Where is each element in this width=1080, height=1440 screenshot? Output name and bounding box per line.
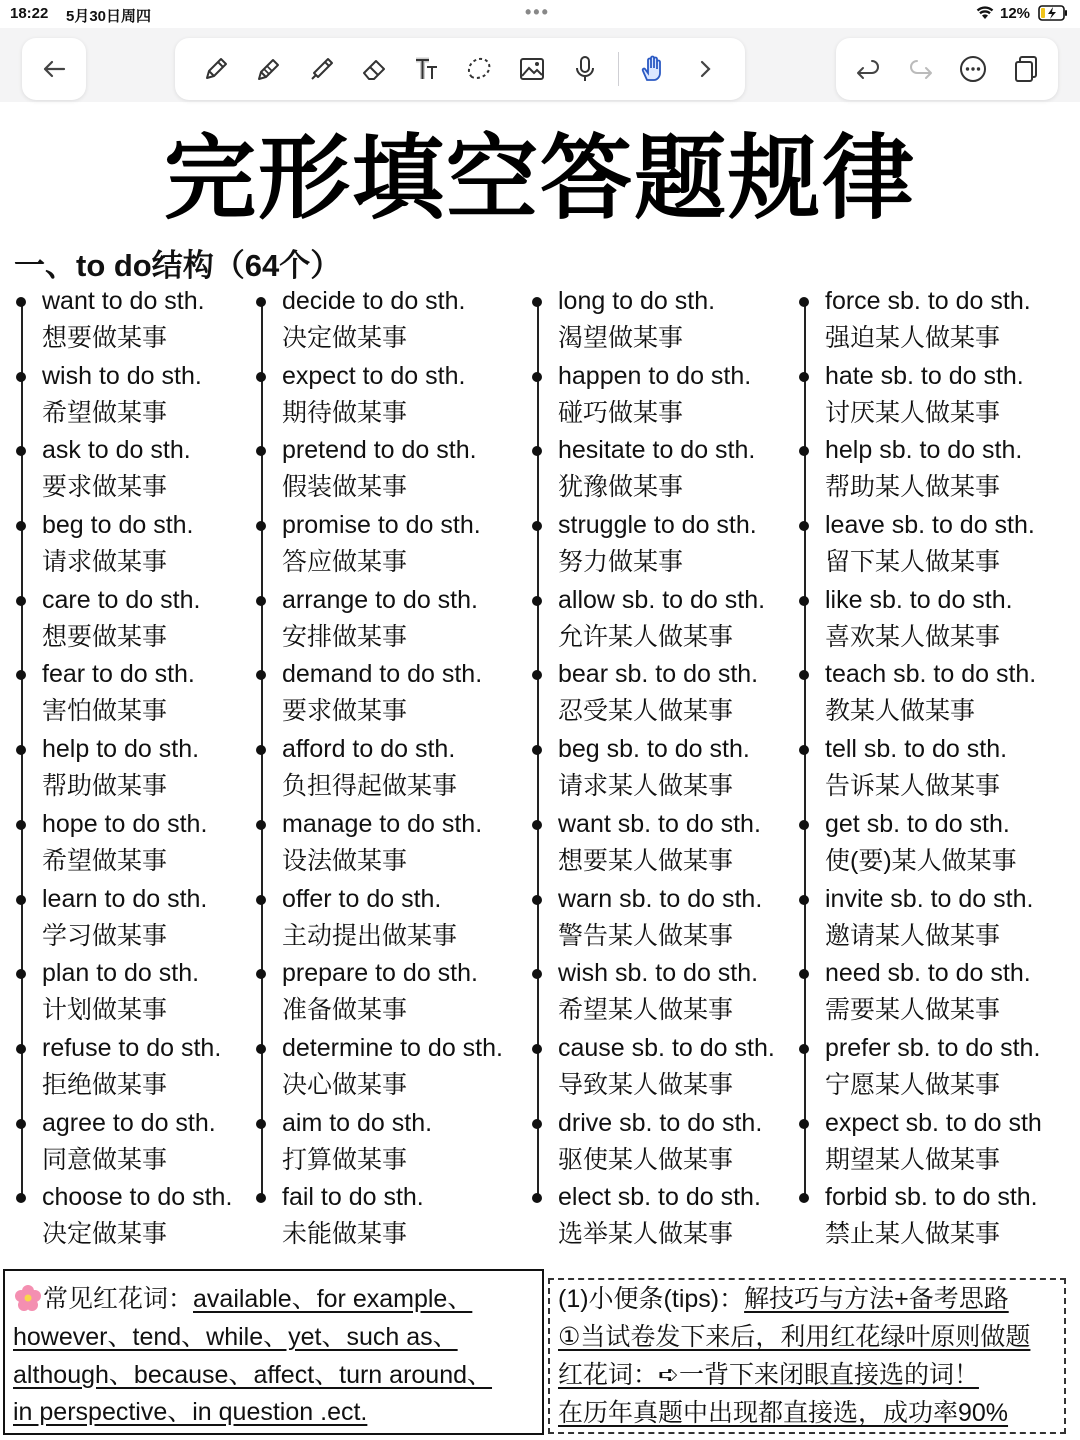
phrase-english: pretend to do sth. xyxy=(282,436,477,465)
phrase-chinese: 决定做某事 xyxy=(282,324,408,352)
phrase-english: allow sb. to do sth. xyxy=(558,585,766,614)
bullet-icon xyxy=(532,745,542,755)
phrase-chinese: 教某人做某事 xyxy=(825,697,976,726)
battery-icon xyxy=(1038,5,1068,21)
phrase-english: help to do sth. xyxy=(42,735,200,764)
phrase-english: decide to do sth. xyxy=(282,287,466,315)
phrase-english: expect sb. to do sth xyxy=(825,1108,1042,1137)
note-left-words-1: available、for example、 xyxy=(193,1285,473,1313)
phrase-english: plan to do sth. xyxy=(42,959,200,988)
bullet-icon xyxy=(16,446,26,456)
bullet-icon xyxy=(16,1193,26,1203)
phrase-english: want sb. to do sth. xyxy=(558,809,761,838)
phrase-chinese: 要求做某事 xyxy=(282,697,408,726)
microphone-icon[interactable] xyxy=(565,49,605,89)
tips-prefix: (1)小便条(tips)： xyxy=(558,1285,745,1313)
phrase-chinese: 请求做某事 xyxy=(42,548,168,577)
note-left-label: 常见红花词： xyxy=(43,1285,194,1313)
phrase-english: wish sb. to do sth. xyxy=(558,959,759,988)
chevron-right-icon[interactable] xyxy=(685,49,725,89)
bullet-icon xyxy=(799,895,809,905)
phrase-english: long to do sth. xyxy=(558,287,716,315)
bullet-icon xyxy=(532,446,542,456)
note-left-words-3: although、because、affect、turn around、 xyxy=(13,1361,493,1389)
bullet-icon xyxy=(256,372,266,382)
more-icon[interactable] xyxy=(953,49,993,89)
status-date: 5月30日周四 xyxy=(66,8,152,25)
drawing-tools xyxy=(175,38,745,100)
phrase-chinese: 期待做某事 xyxy=(282,398,408,427)
phrase-english: bear sb. to do sth. xyxy=(558,660,759,689)
phrase-english: drive sb. to do sth. xyxy=(558,1108,763,1137)
phrase-chinese: 帮助某人做某事 xyxy=(825,473,1001,502)
bullet-icon xyxy=(256,895,266,905)
bullet-icon xyxy=(799,745,809,755)
phrase-english: prefer sb. to do sth. xyxy=(825,1033,1041,1062)
phrase-chinese: 帮助做某事 xyxy=(42,772,168,801)
phrase-english: want to do sth. xyxy=(42,287,205,315)
status-time: 18:22 xyxy=(10,5,49,22)
bullet-icon xyxy=(16,1044,26,1054)
phrase-english: arrange to do sth. xyxy=(282,585,478,614)
phrase-english: elect sb. to do sth. xyxy=(558,1183,761,1212)
phrase-chinese: 禁止某人做某事 xyxy=(825,1220,1001,1249)
bullet-icon xyxy=(16,745,26,755)
tips-line-1 xyxy=(558,1284,1009,1314)
phrase-chinese: 导致某人做某事 xyxy=(558,1070,734,1099)
pencil-icon[interactable] xyxy=(248,49,288,89)
phrase-english: hope to do sth. xyxy=(42,809,208,838)
phrase-chinese: 忍受某人做某事 xyxy=(558,697,734,726)
document-actions xyxy=(836,38,1058,100)
bullet-icon xyxy=(532,596,542,606)
battery-percent: 12% xyxy=(1000,5,1031,22)
phrase-english: fail to do sth. xyxy=(282,1183,424,1212)
tips-heading: 解技巧与方法+备考思路 xyxy=(744,1285,1009,1313)
phrase-english: force sb. to do sth. xyxy=(825,287,1031,315)
phrase-english: promise to do sth. xyxy=(282,511,481,540)
phrase-chinese: 同意做某事 xyxy=(42,1145,168,1174)
phrase-chinese: 要求做某事 xyxy=(42,473,168,502)
phrase-english: tell sb. to do sth. xyxy=(825,735,1008,764)
bullet-icon xyxy=(532,297,542,307)
bullet-icon xyxy=(799,820,809,830)
phrase-english: learn to do sth. xyxy=(42,884,208,913)
bullet-icon xyxy=(799,372,809,382)
bullet-icon xyxy=(16,372,26,382)
tips-line-4: 在历年真题中出现都直接选，成功率90% xyxy=(558,1399,1009,1427)
eraser-icon[interactable] xyxy=(354,49,394,89)
phrase-english: leave sb. to do sth. xyxy=(825,511,1035,540)
phrase-english: cause sb. to do sth. xyxy=(558,1033,775,1062)
phrase-english: help sb. to do sth. xyxy=(825,436,1023,465)
wifi-icon xyxy=(974,3,996,25)
bullet-icon xyxy=(532,372,542,382)
flower-icon xyxy=(13,1283,43,1313)
bullet-icon xyxy=(256,596,266,606)
phrase-english: struggle to do sth. xyxy=(558,511,757,540)
phrase-chinese: 害怕做某事 xyxy=(42,697,168,726)
bullet-icon xyxy=(16,969,26,979)
bullet-icon xyxy=(532,820,542,830)
multitask-dots-icon[interactable]: ••• xyxy=(525,2,550,22)
bullet-icon xyxy=(799,596,809,606)
tips-note xyxy=(548,1278,1066,1434)
phrase-chinese: 期望某人做某事 xyxy=(825,1145,1001,1174)
phrase-english: choose to do sth. xyxy=(42,1183,233,1212)
phrase-chinese: 使(要)某人做某事 xyxy=(825,846,1017,875)
phrase-chinese: 答应做某事 xyxy=(282,548,408,577)
phrase-chinese: 选举某人做某事 xyxy=(558,1220,734,1249)
phrase-english: warn sb. to do sth. xyxy=(558,884,763,913)
phrase-chinese: 宁愿某人做某事 xyxy=(825,1070,1001,1099)
phrase-english: determine to do sth. xyxy=(282,1033,503,1062)
phrase-english: wish to do sth. xyxy=(42,361,202,390)
phrase-chinese: 希望某人做某事 xyxy=(558,996,734,1025)
phrase-chinese: 讨厌某人做某事 xyxy=(825,398,1001,427)
pen-icon[interactable] xyxy=(195,49,235,89)
phrase-english: like sb. to do sth. xyxy=(825,585,1013,614)
tips-line-2: ①当试卷发下来后，利用红花绿叶原则做题 xyxy=(558,1323,1031,1351)
bullet-icon xyxy=(799,1119,809,1129)
phrase-chinese: 决定做某事 xyxy=(42,1220,168,1249)
phrase-chinese: 努力做某事 xyxy=(558,548,684,577)
phrase-english: fear to do sth. xyxy=(42,660,195,689)
phrase-english: demand to do sth. xyxy=(282,660,483,689)
bullet-icon xyxy=(532,1193,542,1203)
bullet-icon xyxy=(256,969,266,979)
bullet-icon xyxy=(256,1044,266,1054)
phrase-chinese: 决心做某事 xyxy=(282,1070,408,1099)
phrase-english: aim to do sth. xyxy=(282,1108,433,1137)
phrase-chinese: 负担得起做某事 xyxy=(282,772,458,801)
phrase-english: expect to do sth. xyxy=(282,361,466,390)
note-left-line-1 xyxy=(13,1283,472,1314)
phrase-chinese: 假装做某事 xyxy=(282,473,408,502)
phrase-chinese: 主动提出做某事 xyxy=(282,921,458,950)
bullet-icon xyxy=(532,521,542,531)
bullet-icon xyxy=(256,1193,266,1203)
bullet-icon xyxy=(16,895,26,905)
phrase-chinese: 想要做某事 xyxy=(42,324,168,352)
bullet-icon xyxy=(256,745,266,755)
bullet-icon xyxy=(256,1119,266,1129)
back-button[interactable] xyxy=(22,38,86,100)
bullet-icon xyxy=(532,1044,542,1054)
bullet-icon xyxy=(532,670,542,680)
phrase-english: get sb. to do sth. xyxy=(825,809,1010,838)
phrase-chinese: 请求某人做某事 xyxy=(558,772,734,801)
phrase-english: hate sb. to do sth. xyxy=(825,361,1024,390)
lasso-icon[interactable] xyxy=(459,49,499,89)
redo-icon[interactable] xyxy=(901,49,941,89)
page-title: 完形填空答题规律 xyxy=(163,128,916,230)
phrase-chinese: 准备做某事 xyxy=(282,996,408,1025)
bullet-icon xyxy=(16,670,26,680)
note-left-words-4: in perspective、in question .ect. xyxy=(13,1398,368,1426)
phrase-chinese: 允许某人做某事 xyxy=(558,622,734,651)
phrase-chinese: 犹豫做某事 xyxy=(558,473,684,502)
phrase-english: afford to do sth. xyxy=(282,735,456,764)
tips-line-3: 红花词：➪一背下来闭眼直接选的词！ xyxy=(558,1361,979,1389)
phrase-english: teach sb. to do sth. xyxy=(825,660,1037,689)
bullet-icon xyxy=(256,820,266,830)
bullet-icon xyxy=(799,670,809,680)
note-left-words-2: however、tend、while、yet、such as、 xyxy=(13,1323,458,1351)
phrase-chinese: 设法做某事 xyxy=(282,846,408,875)
bullet-icon xyxy=(16,596,26,606)
phrase-chinese: 想要做某事 xyxy=(42,622,168,651)
phrase-chinese: 拒绝做某事 xyxy=(42,1070,168,1099)
phrase-english: offer to do sth. xyxy=(282,884,442,913)
phrase-chinese: 需要某人做某事 xyxy=(825,996,1001,1025)
bullet-icon xyxy=(532,1119,542,1129)
phrase-chinese: 强迫某人做某事 xyxy=(825,324,1001,352)
toolbar-separator xyxy=(618,52,619,86)
bullet-icon xyxy=(799,446,809,456)
phrase-chinese: 想要某人做某事 xyxy=(558,846,734,875)
phrase-chinese: 计划做某事 xyxy=(42,996,168,1025)
bullet-icon xyxy=(16,521,26,531)
pages-icon[interactable] xyxy=(1006,49,1046,89)
phrase-english: ask to do sth. xyxy=(42,436,191,465)
phrase-english: hesitate to do sth. xyxy=(558,436,756,465)
phrase-chinese: 渴望做某事 xyxy=(558,324,684,352)
bullet-icon xyxy=(799,1044,809,1054)
bullet-icon xyxy=(256,446,266,456)
phrase-english: beg to do sth. xyxy=(42,511,194,540)
bullet-icon xyxy=(256,297,266,307)
phrase-chinese: 留下某人做某事 xyxy=(825,548,1001,577)
red-flower-words-note xyxy=(3,1269,544,1435)
phrase-english: need sb. to do sth. xyxy=(825,959,1031,988)
bullet-icon xyxy=(532,895,542,905)
undo-icon[interactable] xyxy=(848,49,888,89)
status-bar xyxy=(0,0,1080,28)
bullet-icon xyxy=(16,820,26,830)
phrase-chinese: 警告某人做某事 xyxy=(558,921,734,950)
bullet-icon xyxy=(256,670,266,680)
bullet-icon xyxy=(799,297,809,307)
phrase-chinese: 驱使某人做某事 xyxy=(558,1145,734,1174)
phrase-english: care to do sth. xyxy=(42,585,201,614)
phrase-chinese: 安排做某事 xyxy=(282,622,408,651)
phrase-chinese: 希望做某事 xyxy=(42,398,168,427)
phrase-chinese: 学习做某事 xyxy=(42,921,168,950)
text-icon[interactable] xyxy=(407,49,447,89)
bullet-icon xyxy=(799,969,809,979)
phrase-english: prepare to do sth. xyxy=(282,959,478,988)
phrase-chinese: 喜欢某人做某事 xyxy=(825,622,1001,651)
arrow-left-icon[interactable] xyxy=(34,49,74,89)
hand-icon[interactable] xyxy=(632,49,672,89)
section-heading: 一、to do结构（64个） xyxy=(14,248,342,283)
bullet-icon xyxy=(799,521,809,531)
phrase-english: beg sb. to do sth. xyxy=(558,735,750,764)
bullet-icon xyxy=(532,969,542,979)
bullet-icon xyxy=(16,297,26,307)
phrase-english: manage to do sth. xyxy=(282,809,483,838)
phrase-chinese: 希望做某事 xyxy=(42,846,168,875)
image-icon[interactable] xyxy=(512,49,552,89)
phrase-english: happen to do sth. xyxy=(558,361,752,390)
phrase-chinese: 打算做某事 xyxy=(282,1145,408,1174)
phrase-english: invite sb. to do sth. xyxy=(825,884,1034,913)
phrase-english: refuse to do sth. xyxy=(42,1033,222,1062)
phrase-chinese: 未能做某事 xyxy=(282,1220,408,1249)
bullet-icon xyxy=(256,521,266,531)
highlighter-icon[interactable] xyxy=(301,49,341,89)
phrase-chinese: 碰巧做某事 xyxy=(558,398,684,427)
phrase-english: forbid sb. to do sth. xyxy=(825,1183,1038,1212)
phrase-chinese: 告诉某人做某事 xyxy=(825,772,1001,801)
phrase-chinese: 邀请某人做某事 xyxy=(825,921,1001,950)
phrase-english: agree to do sth. xyxy=(42,1108,216,1137)
bullet-icon xyxy=(16,1119,26,1129)
bullet-icon xyxy=(799,1193,809,1203)
